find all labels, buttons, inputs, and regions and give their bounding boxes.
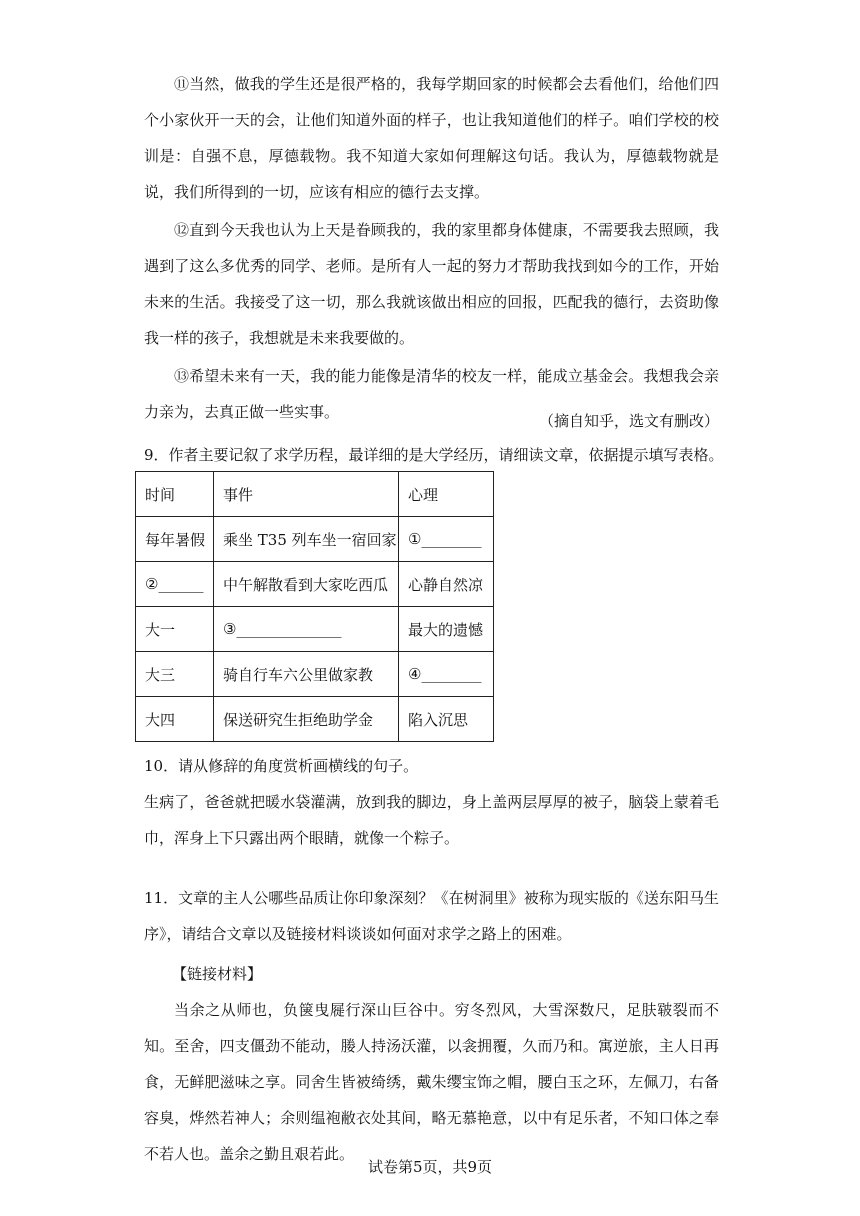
question-11 bbox=[144, 880, 719, 1172]
table-cell: ①________ bbox=[399, 517, 494, 562]
table-cell: 乘坐 T35 列车坐一宿回家 bbox=[214, 517, 399, 562]
answer-table bbox=[135, 471, 494, 742]
table-header: 心理 bbox=[399, 472, 494, 517]
question-11-prompt: 11．文章的主人公哪些品质让你印象深刻？《在树洞里》被称为现实版的《送东阳马生序》，请结合文章以及链接材料谈谈如何面对求学之路上的困难。 bbox=[144, 889, 719, 943]
table-header: 事件 bbox=[214, 472, 399, 517]
table-cell: 保送研究生拒绝助学金 bbox=[214, 697, 399, 742]
table-row bbox=[136, 652, 494, 697]
question-10-sentence: 生病了，爸爸就把暖水袋灌满，放到我的脚边，身上盖两层厚厚的被子，脑袋上蒙着毛巾，浑身上下只露出两个眼睛，就像一个粽子。 bbox=[144, 793, 719, 847]
table-cell: 骑自行车六公里做家教 bbox=[214, 652, 399, 697]
table-header-row bbox=[136, 472, 494, 517]
table-cell: 大一 bbox=[136, 607, 214, 652]
passage-paragraphs bbox=[144, 66, 719, 430]
link-material-text: 当余之从师也，负箧曳屣行深山巨谷中。穷冬烈风，大雪深数尺，足肤皲裂而不知。至舍，四支僵劲不能动，媵人持汤沃灌，以衾拥覆，久而乃和。寓逆旅，主人日再食，无鲜肥滋味之享。同舍生皆被绮绣，戴朱缨宝饰之帽，腰白玉之环，左佩刀，右备容臭，烨然若神人；余则缊袍敝衣处其间，略无慕艳意，以中有足乐者，不知口体之奉不若人也。盖余之勤且艰若此。 bbox=[144, 1001, 719, 1163]
paragraph-11: ⑪当然，做我的学生还是很严格的，我每学期回家的时候都会去看他们，给他们四个小家伙开一天的会，让他们知道外面的样子，也让我知道他们的样子。咱们学校的校训是：自强不息，厚德载物。我不知道大家如何理解这句话。我认为，厚德载物就是说，我们所得到的一切，应该有相应的德行去支撑。 bbox=[144, 75, 719, 201]
table-cell: 每年暑假 bbox=[136, 517, 214, 562]
table-cell: 陷入沉思 bbox=[399, 697, 494, 742]
page-footer: 试卷第5页，共9页 bbox=[367, 1158, 493, 1176]
table-cell: 最大的遗憾 bbox=[399, 607, 494, 652]
table-row bbox=[136, 562, 494, 607]
link-material-title: 【链接材料】 bbox=[172, 965, 263, 983]
table-row bbox=[136, 697, 494, 742]
paragraph-13: ⑬希望未来有一天，我的能力能像是清华的校友一样，能成立基金会。我想我会亲力亲为，去真正做一些实事。 bbox=[144, 367, 719, 421]
question-9-prompt: 9．作者主要记叙了求学历程，最详细的是大学经历，请细读文章，依据提示填写表格。 bbox=[144, 446, 724, 464]
paragraph-12: ⑫直到今天我也认为上天是眷顾我的，我的家里都身体健康，不需要我去照顾，我遇到了这么多优秀的同学、老师。是所有人一起的努力才帮助我找到如今的工作，开始未来的生活。我接受了这一切，那么我就该做出相应的回报，匹配我的德行，去资助像我一样的孩子，我想就是未来我要做的。 bbox=[144, 221, 719, 347]
table-cell: 中午解散看到大家吃西瓜 bbox=[214, 562, 399, 607]
source-note: （摘自知乎，选文有删改） bbox=[538, 412, 719, 430]
table-header: 时间 bbox=[136, 472, 214, 517]
table-cell: 心静自然凉 bbox=[399, 562, 494, 607]
table-cell: ④________ bbox=[399, 652, 494, 697]
question-10-prompt: 10．请从修辞的角度赏析画横线的句子。 bbox=[144, 757, 419, 775]
table-cell: ②______ bbox=[136, 562, 214, 607]
table-row bbox=[136, 517, 494, 562]
table-row bbox=[136, 607, 494, 652]
question-10 bbox=[144, 748, 719, 856]
source-note-wrap bbox=[144, 403, 719, 439]
table-cell: ③______________ bbox=[214, 607, 399, 652]
question-9 bbox=[144, 437, 724, 473]
table-cell: 大三 bbox=[136, 652, 214, 697]
table-cell: 大四 bbox=[136, 697, 214, 742]
